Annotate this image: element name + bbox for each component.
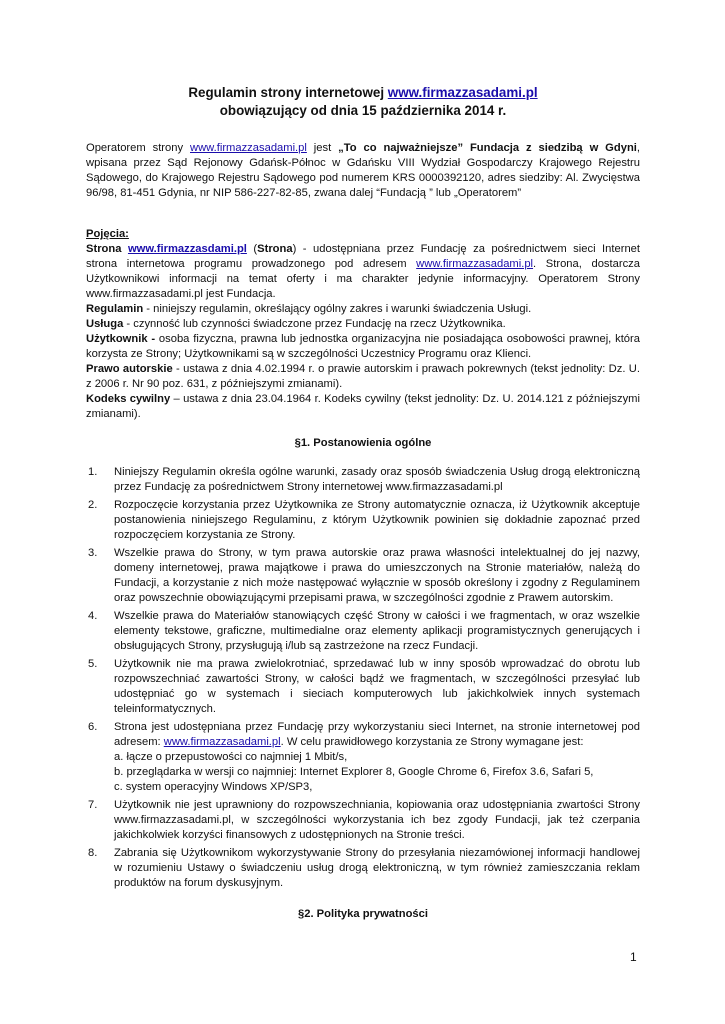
list-item — [86, 846, 640, 891]
requirement-bandwidth: a. łącze o przepustowości co najmniej 1 Mbit/s, — [114, 751, 348, 763]
intro-site-link[interactable]: www.firmazzasadami.pl — [190, 142, 307, 154]
list-item-text: . W celu prawidłowego korzystania ze Strony wymagane jest: — [280, 736, 584, 748]
list-item-number: 5. — [88, 658, 98, 670]
intro-text-1: Operatorem strony — [86, 142, 190, 154]
definition-kodeks-cywilny — [86, 392, 640, 422]
section-2-heading: §2. Polityka prywatności — [298, 908, 428, 920]
list-item — [86, 720, 640, 795]
list-item-text: Niniejszy Regulamin określa ogólne warunki, zasady oraz sposób świadczenia Usług drogą elektroniczną przez Fundację za pośrednictwem Strony internetowej www.firmazzasadami.pl — [114, 466, 640, 493]
list-item-number: 6. — [88, 721, 98, 733]
definition-term: Prawo autorskie — [86, 363, 173, 375]
definitions-heading: Pojęcia: — [86, 228, 129, 240]
definition-usluga — [86, 317, 640, 332]
definition-text: osoba fizyczna, prawna lub jednostka organizacyjna nie posiadająca osobowości prawnej, która korzysta ze Strony; Użytkownikami są w szczególności Uczestnicy Programu oraz Klienci. — [86, 333, 640, 360]
list-item-number: 7. — [88, 799, 98, 811]
definition-text: ) - udostępniana przez Fundację za pośrednictwem sieci Internet strona internetowa programu prowadzonego pod adresem — [86, 243, 640, 270]
intro-text-2: jest — [306, 142, 339, 154]
requirement-browser: b. przeglądarka w wersji co najmniej: Internet Explorer 8, Google Chrome 6, Firefox 3.6, Safari 5, — [114, 766, 594, 778]
list-item — [86, 546, 640, 606]
definition-term: Użytkownik - — [86, 333, 156, 345]
definition-text: ( — [246, 243, 258, 255]
document-title — [86, 84, 640, 102]
list-item-number: 2. — [88, 499, 98, 511]
definition-strona — [86, 242, 640, 302]
definitions-section — [86, 227, 640, 422]
definition-strona-link[interactable]: www.firmazzasdami.pl — [127, 243, 247, 255]
list-item-number: 4. — [88, 610, 98, 622]
list-item-text: Zabrania się Użytkownikom wykorzystywanie Strony do przesyłania niezamówionej informacji handlowej w rozumieniu Ustawy o świadczeniu usług drogą elektroniczną, w tym również zamieszczania reklam produktów na forum dyskusyjnym. — [114, 847, 640, 889]
document-content — [86, 84, 640, 933]
definition-text: - czynność lub czynności świadczone przez Fundację na rzecz Użytkownika. — [123, 318, 506, 330]
definition-term: Strona — [257, 243, 293, 255]
requirement-os: c. system operacyjny Windows XP/SP3, — [114, 781, 313, 793]
definition-term: Kodeks cywilny — [86, 393, 171, 405]
definition-strona-link-2[interactable]: www.firmazzasadami.pl — [416, 258, 534, 270]
section-1-list — [86, 465, 640, 891]
page-number: 1 — [630, 950, 637, 964]
definition-text: - ustawa z dnia 4.02.1994 r. o prawie autorskim i prawach pokrewnych (tekst jednolity: Dz. U. z 2006 r. Nr 90 poz. 631, z późniejszymi zmianami). — [86, 363, 640, 390]
list-item-text: Rozpoczęcie korzystania przez Użytkownika ze Strony automatycznie oznacza, iż Użytkownik akceptuje postanowienia niniejszego Regulaminu, z którym Użytkownik powinien się dokładnie zapoznać przed rozpoczęciem korzystania ze Strony. — [114, 499, 640, 541]
title-prefix: Regulamin strony internetowej — [188, 85, 388, 100]
definition-uzytkownik — [86, 332, 640, 362]
list-item-text: Strona jest udostępniana przez Fundację przy wykorzystaniu sieci Internet, na stronie internetowej pod adresem: — [114, 721, 640, 748]
definition-prawo-autorskie — [86, 362, 640, 392]
list-item-text: Wszelkie prawa do Materiałów stanowiących część Strony w całości i we fragmentach, w oraz wszelkie elementy tekstowe, graficzne, multimedialne oraz elementy aplikacji programistycznych generujących i obsługujących Strony, przysługują i/lub są zastrzeżone na rzecz Fundacji. — [114, 610, 640, 652]
title-site-link[interactable]: www.firmazzasadami.pl — [387, 85, 538, 100]
definition-regulamin — [86, 302, 640, 317]
definition-term: Usługa — [86, 318, 124, 330]
definition-term: Regulamin — [86, 303, 144, 315]
list-item — [86, 798, 640, 843]
list-item — [86, 498, 640, 543]
list-item-number: 3. — [88, 547, 98, 559]
definition-text: - niniejszy regulamin, określający ogólny zakres i warunki świadczenia Usługi. — [143, 303, 532, 315]
definition-text: – ustawa z dnia 23.04.1964 r. Kodeks cywilny (tekst jednolity: Dz. U. 2014.121 z późniejszymi zmianami). — [86, 393, 640, 420]
list-item-text: Użytkownik nie jest uprawniony do rozpowszechniania, kopiowania oraz udostępniania zwartości Strony www.firmazzasadami.pl, w szczególności wykorzystania ich bez zgody Fundacji, jak też czerpania jakichkolwiek korzyści finansowych z udostępnionych na Stronie treści. — [114, 799, 640, 841]
intro-text-3: , wpisana przez Sąd Rejonowy Gdańsk-Północ w Gdańsku VIII Wydział Gospodarczy Krajowego Rejestru Sądowego, do Krajowego Rejestru Sądowego pod numerem KRS 0000392120, adres siedziby: Al. Zwycięstwa 96/98, 81-451 Gdynia, nr NIP 586-227-82-85, zwana dalej “Fundacją ” lub „Operatorem” — [86, 142, 640, 199]
definition-text: . Strona, dostarcza Użytkownikowi informacji na temat oferty i ma charakter jedynie informacyjny. Operatorem Strony www.firmazzasadami.pl jest Fundacja. — [86, 258, 640, 300]
document-subtitle: obowiązujący od dnia 15 października 2014 r. — [219, 103, 507, 118]
intro-paragraph — [86, 141, 640, 201]
item-6-site-link[interactable]: www.firmazzasadami.pl — [163, 736, 281, 748]
list-item-number: 1. — [88, 466, 98, 478]
section-1-heading: §1. Postanowienia ogólne — [294, 437, 432, 449]
intro-foundation-name: „To co najważniejsze” Fundacja z siedzibą w Gdyni — [338, 142, 637, 154]
list-item — [86, 465, 640, 495]
list-item-text: Użytkownik nie ma prawa zwielokrotniać, sprzedawać lub w inny sposób wprowadzać do obrotu lub rozpowszechniać zawartości Strony, w całości bądź we fragmentach, w szczególności przesyłać lub udostępniać go w systemach i sieciach komputerowych lub jakichkolwiek innych systemach teleinformatycznych. — [114, 658, 640, 715]
list-item-number: 8. — [88, 847, 98, 859]
list-item — [86, 657, 640, 717]
list-item-text: Wszelkie prawa do Strony, w tym prawa autorskie oraz prawa własności intelektualnej do jej nazwy, domeny internetowej, prawa majątkowe i prawa do umieszczonych na Stronie materiałów, należą do Fundacji, a korzystanie z nich może następować wyłącznie w sposób określony i zgodny z Regulaminem oraz powszechnie obowiązującymi przepisami prawa, w szczególności zgodnie z Prawem autorskim. — [114, 547, 640, 604]
list-item — [86, 609, 640, 654]
definition-term: Strona — [86, 243, 122, 255]
